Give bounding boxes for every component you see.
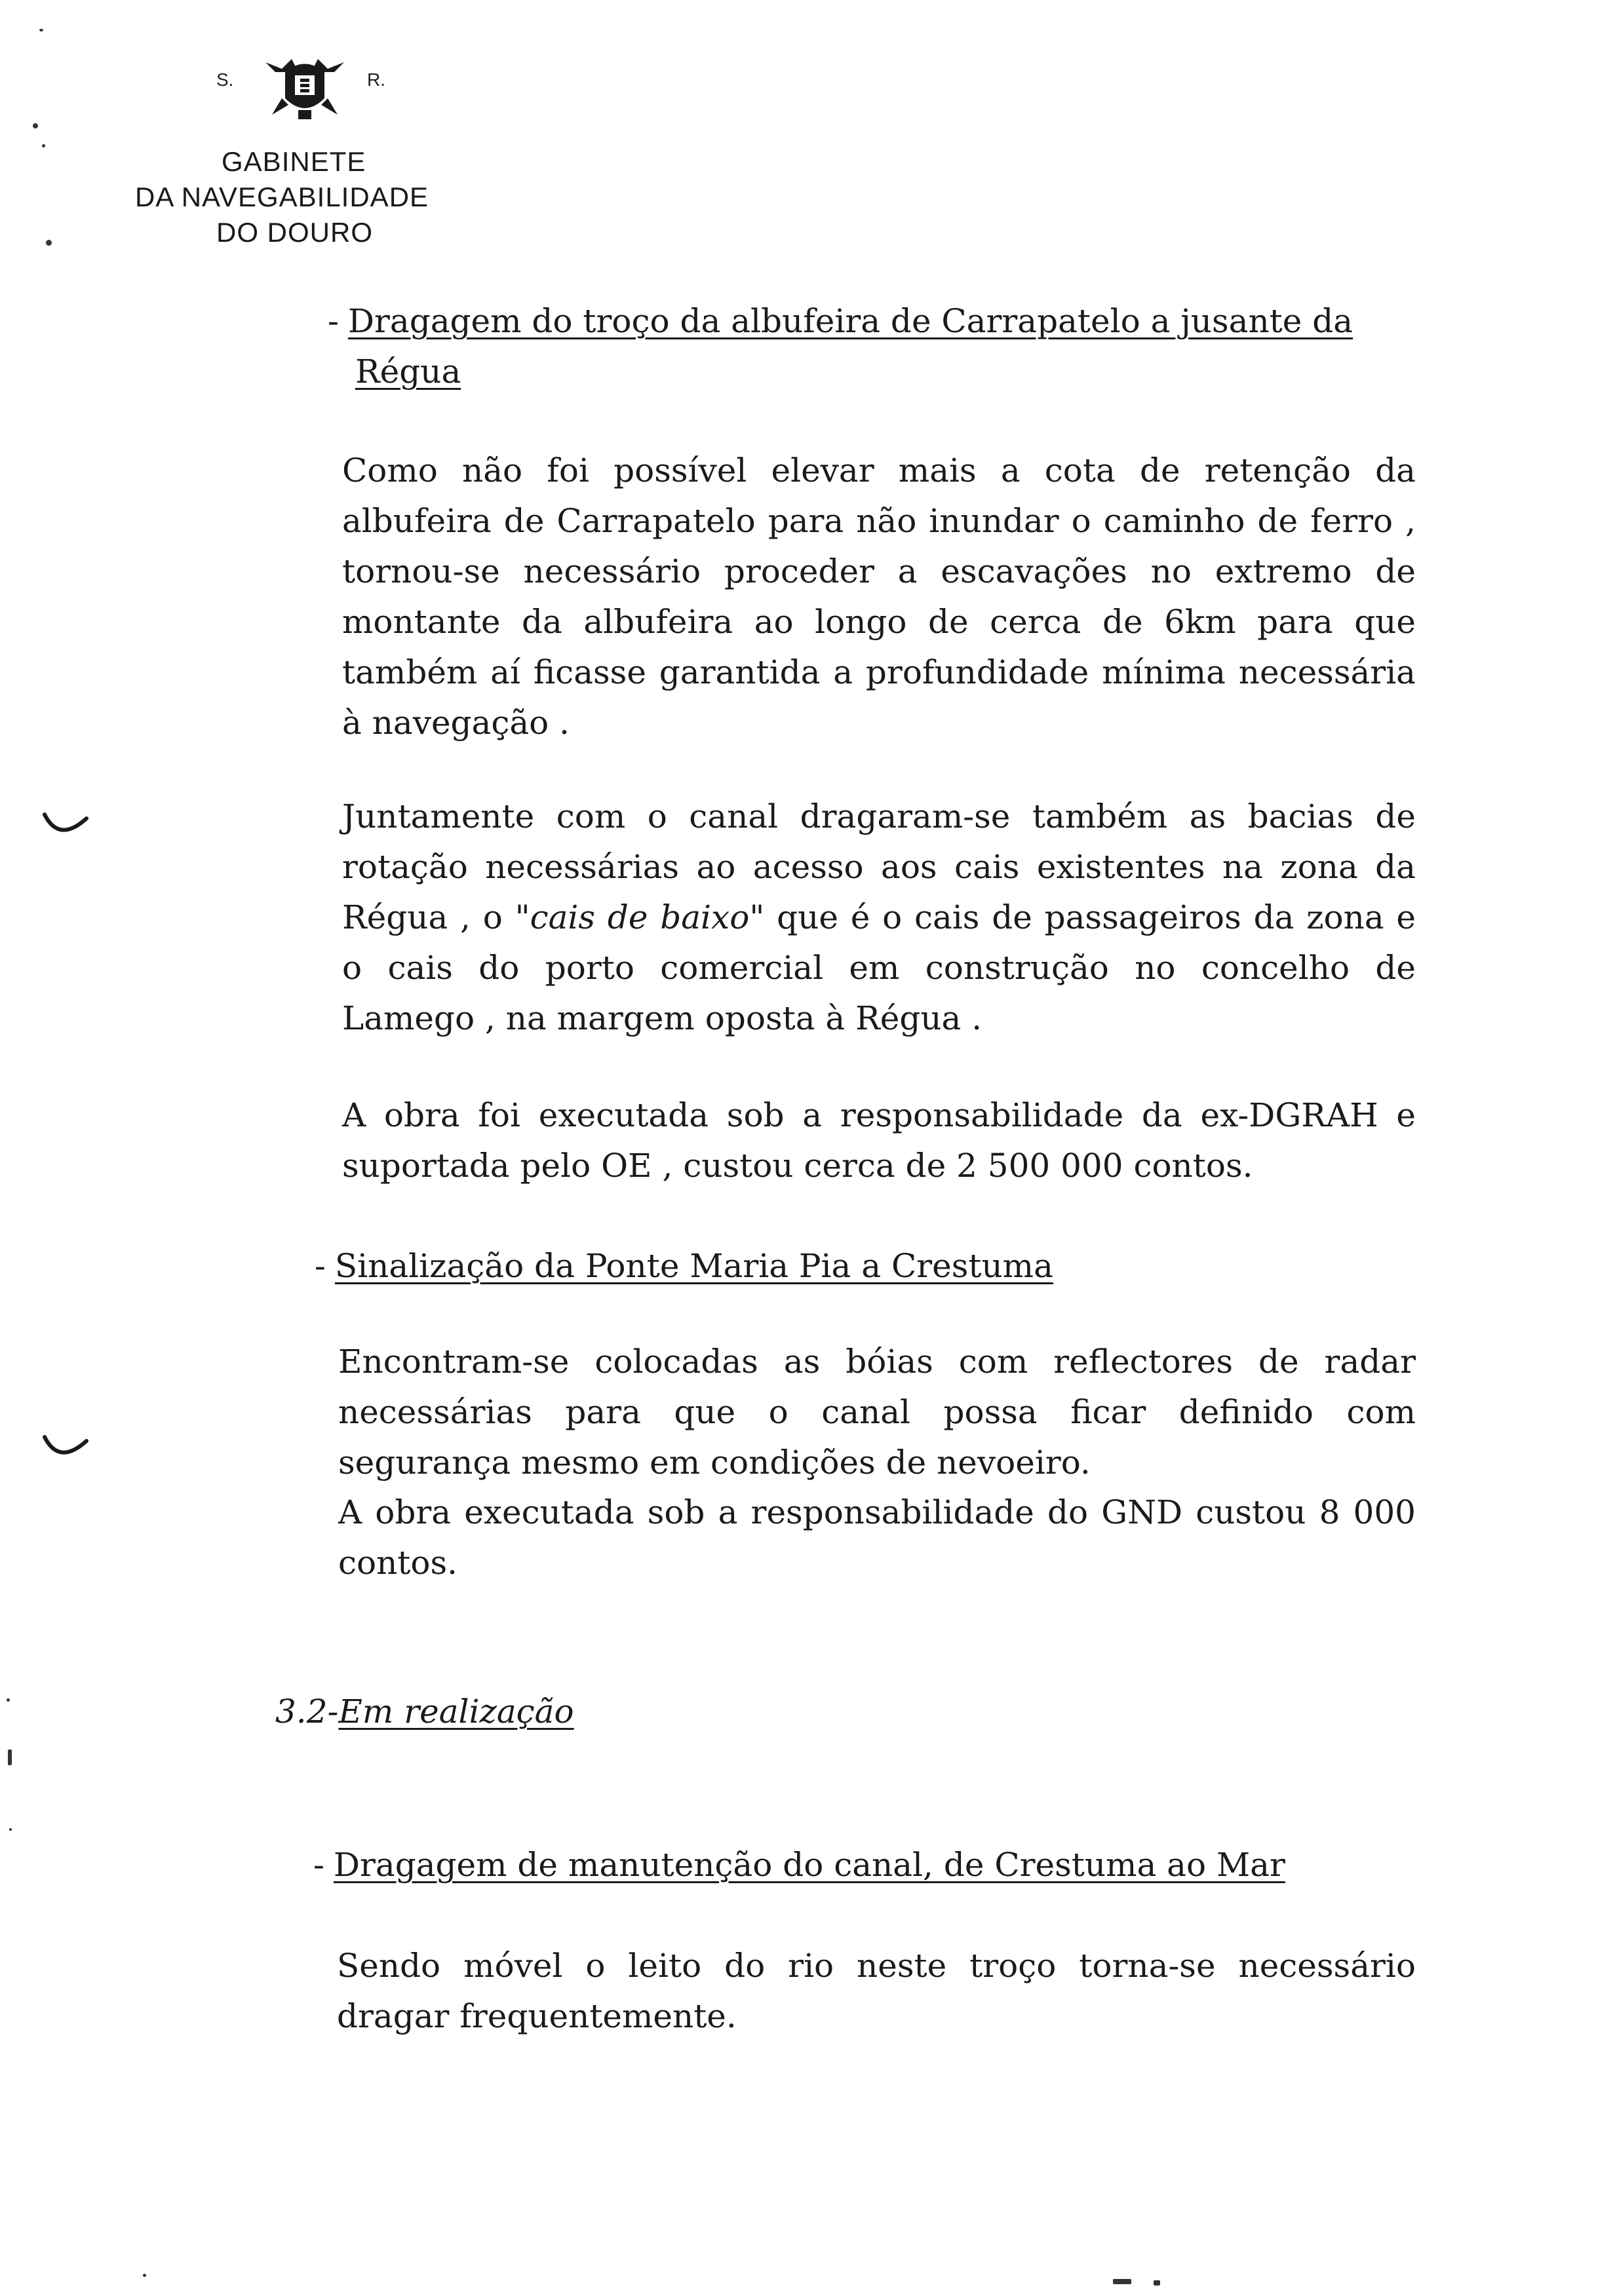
heading-title: Sinalização da Ponte Maria Pia a Crestuma [334, 1247, 1053, 1285]
scan-speck [8, 1750, 12, 1765]
scan-speck [1113, 2279, 1131, 2284]
section-heading-maintenance-dredging [313, 1840, 1362, 1890]
heading-dash: - [315, 1247, 326, 1285]
heading-title-line2: Régua [355, 353, 461, 391]
seal-letter-s: S. [216, 69, 234, 90]
section-heading-dredging-carrapatelo [328, 296, 1416, 397]
paragraph-basins-italic: "cais de baixo" [515, 898, 765, 936]
org-name-line3: DO DOURO [216, 217, 373, 248]
scan-speck [143, 2274, 146, 2277]
paragraph-carrapatelo: Como não foi possível elevar mais a cota de retenção da albufeira de Carrapatelo para não inundar o caminho de ferro , tornou-se necessário proceder a escavações no extremo de montante da albufeira ao longo de cerca de 6km para que também aí ficasse garantida a profundidade mínima necessária à navegação . [342, 451, 1416, 742]
heading-title-line1: Dragagem do troço da albufeira de Carrapatelo a jusante da [347, 302, 1353, 340]
punch-hole-mark [39, 1432, 92, 1471]
punch-hole-mark [39, 809, 92, 849]
letterhead-seal [216, 52, 413, 124]
coat-of-arms-icon [262, 52, 347, 124]
scan-speck [33, 123, 38, 128]
paragraph-riverbed: Sendo móvel o leito do rio neste troço torna-se necessário dragar frequentemente. [337, 1947, 1416, 2035]
org-name-line2: DA NAVEGABILIDADE [135, 182, 429, 212]
heading-dash: - [328, 302, 339, 340]
scan-speck [39, 29, 43, 31]
paragraph-basins [342, 792, 1416, 1044]
heading-dash: - [313, 1846, 324, 1884]
scan-speck [9, 1828, 12, 1831]
scan-speck [42, 144, 45, 147]
seal-letter-r: R. [367, 69, 385, 90]
paragraph-basins-part1: Juntamente com o canal dragaram-se também as bacias de rotação necessárias ao acesso aos cais existentes na zona da Régua , o [342, 797, 1416, 936]
paragraph-cost-dgrah: A obra foi executada sob a responsabilidade da ex-DGRAH e suportada pelo OE , custou cerca de 2 500 000 contos. [342, 1096, 1416, 1185]
scan-speck [7, 1698, 10, 1702]
paragraph-cost-gnd: A obra executada sob a responsabilidade do GND custou 8 000 contos. [338, 1493, 1416, 1582]
section-number: 3.2- [275, 1693, 339, 1731]
paragraph-buoys: Encontram-se colocadas as bóias com reflectores de radar necessárias para que o canal possa ficar definido com segurança mesmo em condições de nevoeiro. [338, 1343, 1416, 1482]
heading-title: Dragagem de manutenção do canal, de Crestuma ao Mar [333, 1846, 1285, 1884]
heading-title: Em realização [338, 1693, 574, 1731]
scan-speck [1154, 2280, 1160, 2286]
org-name-line1: GABINETE [222, 146, 366, 177]
scan-speck [46, 240, 52, 246]
section-heading-signaling [315, 1241, 1298, 1292]
paragraph-basins-part2: que é o cais de passageiros da zona e o cais do porto comercial em construção no concelho de Lamego , na margem oposta à Régua . [342, 898, 1416, 1037]
section-heading-in-progress [275, 1687, 931, 1737]
